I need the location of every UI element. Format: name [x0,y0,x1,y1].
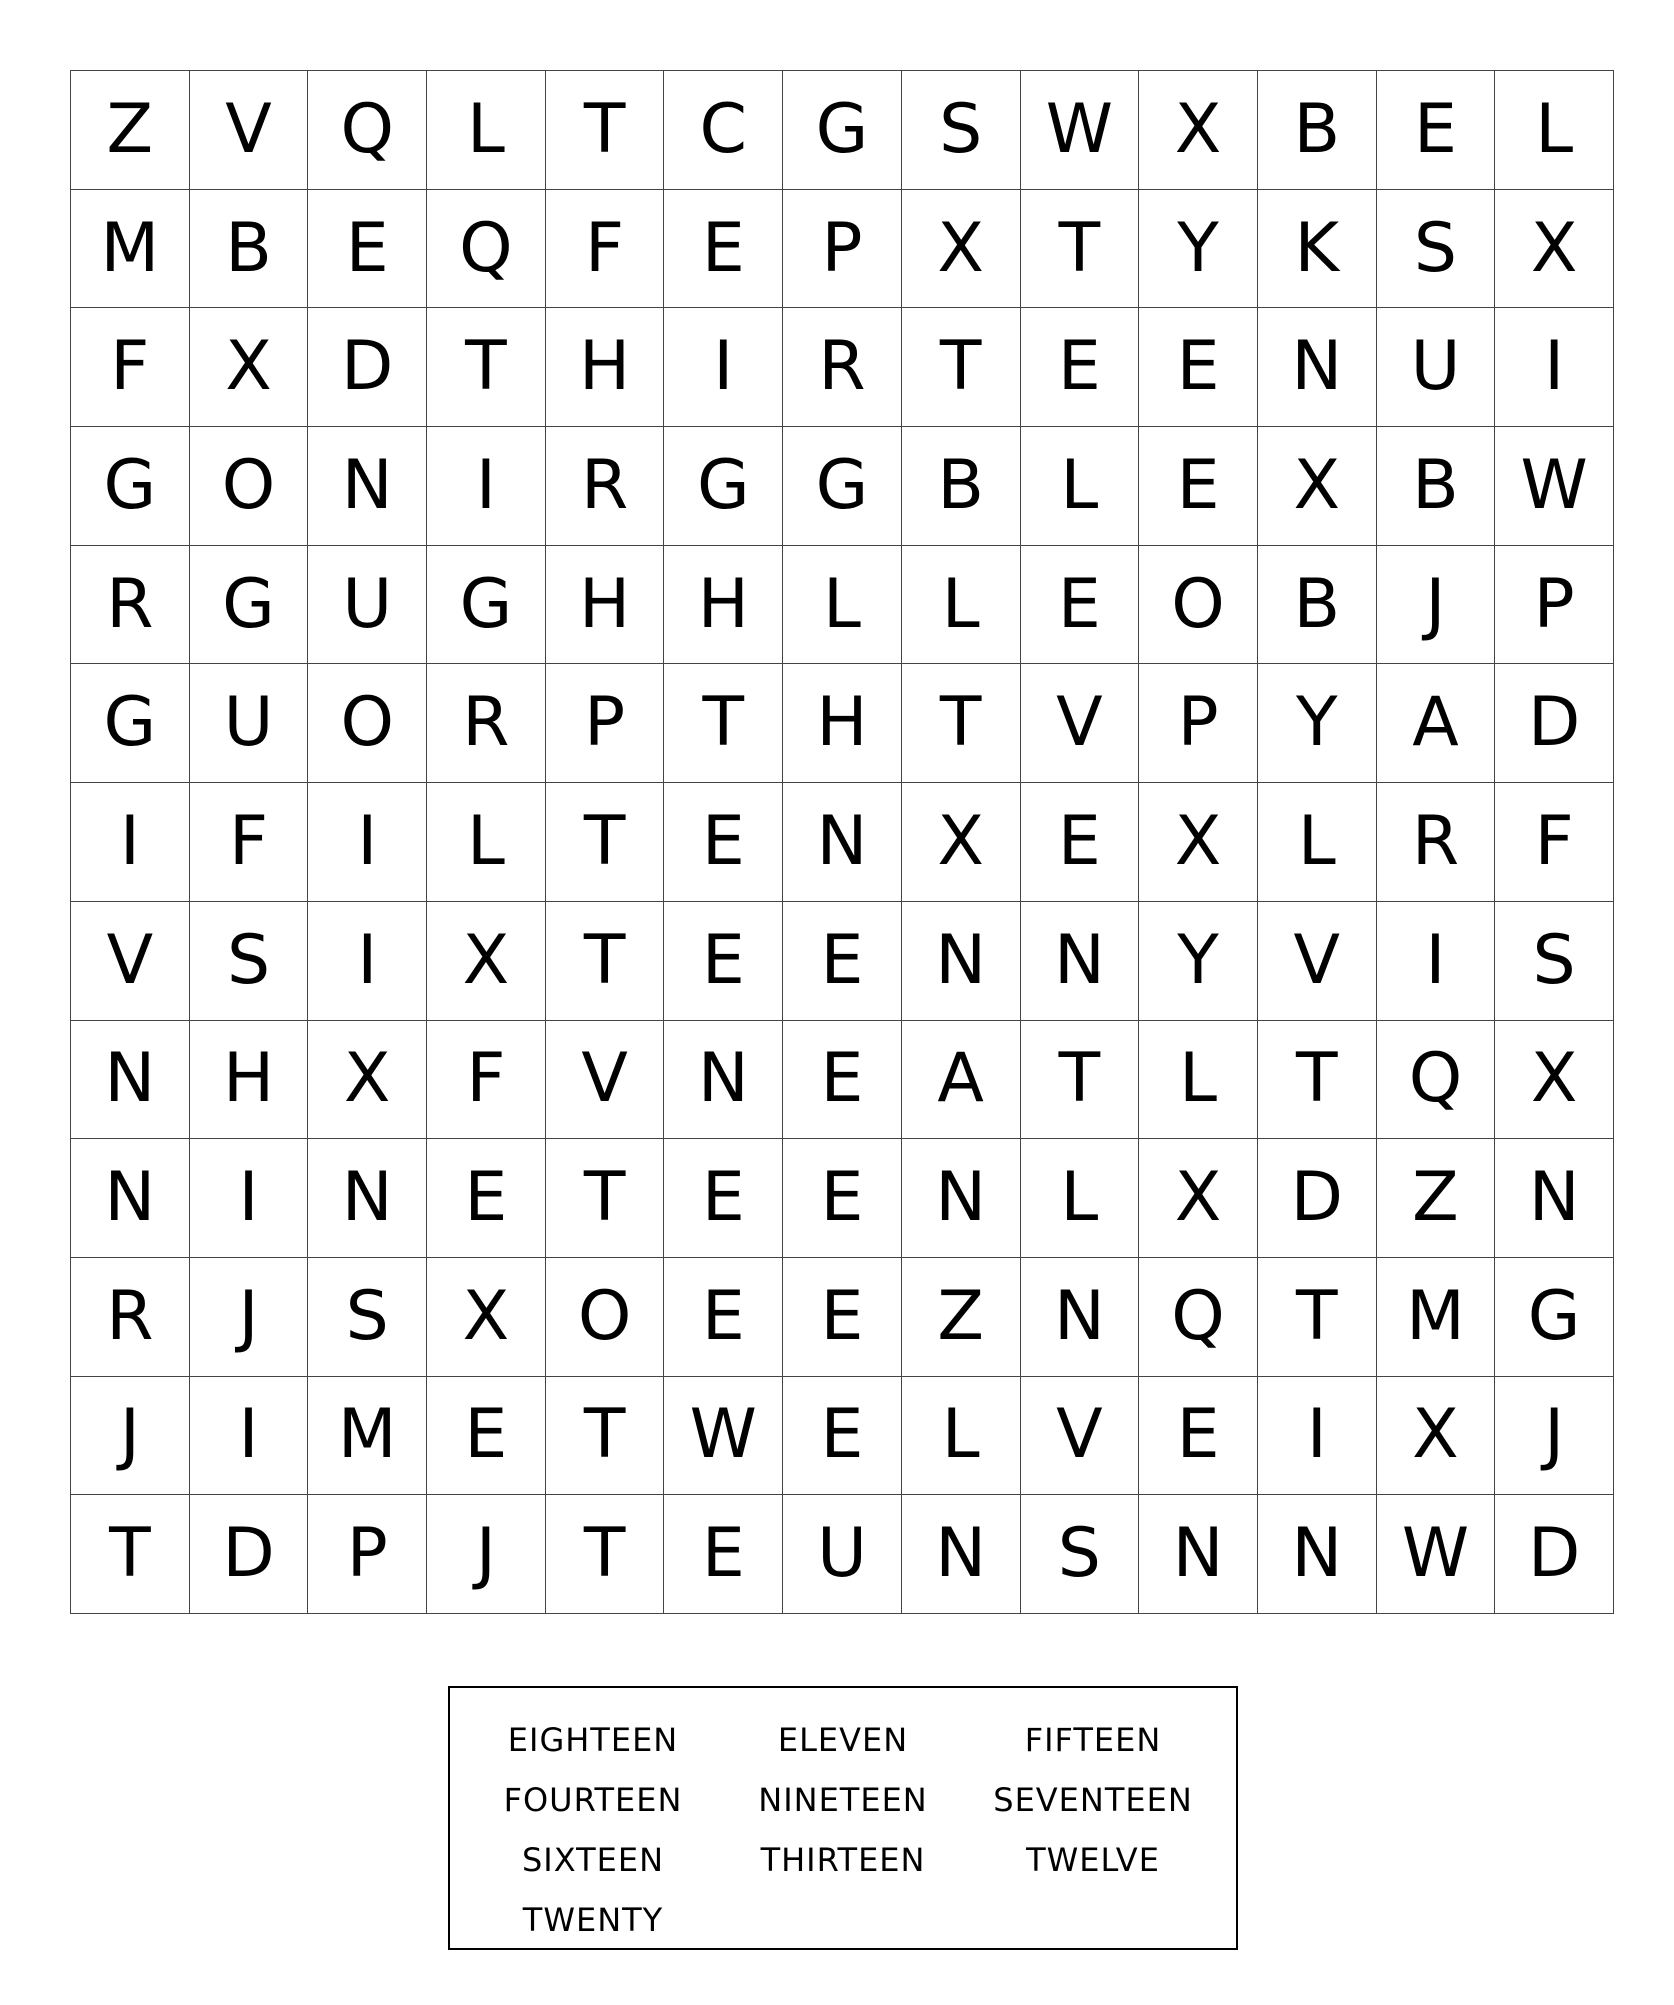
grid-cell[interactable]: L [902,1377,1021,1496]
grid-cell[interactable]: L [427,783,546,902]
grid-cell[interactable]: H [190,1021,309,1140]
grid-cell[interactable]: L [783,546,902,665]
grid-cell[interactable]: D [1495,1495,1614,1614]
grid-cell[interactable]: U [1377,308,1496,427]
grid-cell[interactable]: L [1021,1139,1140,1258]
grid-cell[interactable]: F [427,1021,546,1140]
grid-cell[interactable]: O [546,1258,665,1377]
grid-cell[interactable]: I [190,1377,309,1496]
grid-cell[interactable]: E [783,1021,902,1140]
grid-cell[interactable]: Z [902,1258,1021,1377]
grid-cell[interactable]: N [1139,1495,1258,1614]
grid-cell[interactable]: N [902,902,1021,1021]
grid-cell[interactable]: I [1495,308,1614,427]
grid-cell[interactable]: L [1139,1021,1258,1140]
grid-cell[interactable]: V [1021,664,1140,783]
grid-cell[interactable]: N [308,1139,427,1258]
grid-cell[interactable]: R [546,427,665,546]
grid-cell[interactable]: L [427,71,546,190]
word-list-item: FOURTEEN [503,1781,683,1819]
word-list-item: NINETEEN [758,1781,928,1819]
grid-cell[interactable]: S [1377,190,1496,309]
grid-cell[interactable]: M [308,1377,427,1496]
grid-cell[interactable]: Q [308,71,427,190]
grid-cell[interactable]: I [190,1139,309,1258]
grid-cell[interactable]: N [308,427,427,546]
grid-cell[interactable]: E [308,190,427,309]
grid-cell[interactable]: J [1495,1377,1614,1496]
grid-cell[interactable]: J [1377,546,1496,665]
grid-cell[interactable]: Y [1139,190,1258,309]
grid-cell[interactable]: X [902,190,1021,309]
grid-cell[interactable]: E [427,1139,546,1258]
grid-cell[interactable]: X [1139,71,1258,190]
grid-cell[interactable]: R [783,308,902,427]
grid-cell[interactable]: B [902,427,1021,546]
grid-cell[interactable]: B [1258,71,1377,190]
grid-cell[interactable]: Y [1258,664,1377,783]
grid-cell[interactable]: E [664,1258,783,1377]
grid-cell[interactable]: B [1377,427,1496,546]
grid-cell[interactable]: E [1377,71,1496,190]
grid-cell[interactable]: N [1258,308,1377,427]
grid-cell[interactable]: H [546,546,665,665]
grid-cell[interactable]: H [664,546,783,665]
grid-cell[interactable]: J [71,1377,190,1496]
grid-cell[interactable]: I [71,783,190,902]
grid-cell[interactable]: G [190,546,309,665]
grid-cell[interactable]: O [190,427,309,546]
grid-cell[interactable]: Z [71,71,190,190]
grid-cell[interactable]: G [1495,1258,1614,1377]
grid-cell[interactable]: N [1258,1495,1377,1614]
word-list-item: TWELVE [1026,1841,1160,1879]
grid-cell[interactable]: N [1021,902,1140,1021]
grid-cell[interactable]: X [427,1258,546,1377]
grid-cell[interactable]: P [1495,546,1614,665]
grid-cell[interactable]: D [1258,1139,1377,1258]
grid-cell[interactable]: O [1139,546,1258,665]
grid-cell[interactable]: T [1258,1021,1377,1140]
grid-cell[interactable]: Q [427,190,546,309]
grid-cell[interactable]: U [190,664,309,783]
grid-cell[interactable]: L [1258,783,1377,902]
grid-cell[interactable]: W [1377,1495,1496,1614]
grid-cell[interactable]: D [1495,664,1614,783]
grid-cell[interactable]: X [308,1021,427,1140]
grid-cell[interactable]: T [1021,1021,1140,1140]
word-list-item: THIRTEEN [760,1841,926,1879]
grid-cell[interactable]: X [1139,783,1258,902]
grid-cell[interactable]: C [664,71,783,190]
grid-cell[interactable]: N [1495,1139,1614,1258]
grid-cell[interactable]: A [902,1021,1021,1140]
grid-cell[interactable]: F [1495,783,1614,902]
grid-cell[interactable]: X [1495,190,1614,309]
grid-cell[interactable]: T [71,1495,190,1614]
grid-cell[interactable]: S [1495,902,1614,1021]
word-list-item: SEVENTEEN [993,1781,1193,1819]
grid-cell[interactable]: M [1377,1258,1496,1377]
grid-cell[interactable]: E [664,1139,783,1258]
grid-cell[interactable]: I [308,783,427,902]
grid-cell[interactable]: T [902,664,1021,783]
grid-cell[interactable]: Y [1139,902,1258,1021]
grid-cell[interactable]: T [664,664,783,783]
grid-cell[interactable]: R [1377,783,1496,902]
grid-cell[interactable]: N [783,783,902,902]
grid-cell[interactable]: G [783,427,902,546]
grid-cell[interactable]: S [902,71,1021,190]
grid-cell[interactable]: T [546,902,665,1021]
grid-cell[interactable]: K [1258,190,1377,309]
grid-cell[interactable]: N [1021,1258,1140,1377]
grid-cell[interactable]: G [664,427,783,546]
grid-cell[interactable]: S [308,1258,427,1377]
grid-cell[interactable]: S [190,902,309,1021]
grid-cell[interactable]: W [1495,427,1614,546]
grid-cell[interactable]: E [783,1377,902,1496]
grid-cell[interactable]: G [71,427,190,546]
grid-cell[interactable]: D [308,308,427,427]
word-list-box [448,1686,1238,1950]
grid-cell[interactable]: X [1495,1021,1614,1140]
grid-cell[interactable]: P [308,1495,427,1614]
grid-cell[interactable]: S [1021,1495,1140,1614]
grid-cell[interactable]: B [1258,546,1377,665]
grid-cell[interactable]: V [546,1021,665,1140]
grid-cell[interactable]: E [1021,546,1140,665]
grid-cell[interactable]: R [71,546,190,665]
grid-cell[interactable]: E [664,902,783,1021]
grid-cell[interactable]: H [546,308,665,427]
grid-cell[interactable]: B [190,190,309,309]
grid-cell[interactable]: E [664,783,783,902]
grid-cell[interactable]: X [1139,1139,1258,1258]
grid-cell[interactable]: M [71,190,190,309]
grid-cell[interactable]: X [902,783,1021,902]
grid-cell[interactable]: E [1139,308,1258,427]
word-list-item: EIGHTEEN [507,1721,679,1759]
grid-cell[interactable]: E [783,902,902,1021]
grid-cell[interactable]: J [427,1495,546,1614]
grid-cell[interactable]: D [190,1495,309,1614]
grid-cell[interactable]: F [71,308,190,427]
grid-cell[interactable]: E [664,190,783,309]
grid-cell[interactable]: T [546,783,665,902]
grid-cell[interactable]: N [71,1139,190,1258]
grid-cell[interactable]: L [1495,71,1614,190]
grid-cell[interactable]: Z [1377,1139,1496,1258]
grid-cell[interactable]: X [1258,427,1377,546]
grid-cell[interactable]: N [664,1021,783,1140]
grid-cell[interactable]: I [308,902,427,1021]
grid-cell[interactable]: H [783,664,902,783]
word-list-item: FIFTEEN [1024,1721,1162,1759]
grid-cell[interactable]: T [546,1139,665,1258]
grid-cell[interactable]: E [783,1258,902,1377]
grid-cell[interactable]: X [190,308,309,427]
grid-cell[interactable]: F [546,190,665,309]
grid-cell[interactable]: L [1021,427,1140,546]
grid-cell[interactable]: I [1377,902,1496,1021]
grid-cell[interactable]: E [1139,1377,1258,1496]
grid-cell[interactable]: T [1258,1258,1377,1377]
word-list-item: SIXTEEN [521,1841,665,1879]
grid-cell[interactable]: E [1021,308,1140,427]
grid-cell[interactable]: T [427,308,546,427]
grid-cell[interactable]: E [1021,783,1140,902]
grid-cell[interactable]: N [902,1139,1021,1258]
grid-cell[interactable]: I [427,427,546,546]
grid-cell[interactable]: G [783,71,902,190]
grid-cell[interactable]: L [902,546,1021,665]
grid-cell[interactable]: T [546,1377,665,1496]
grid-cell[interactable]: N [902,1495,1021,1614]
grid-cell[interactable]: V [1021,1377,1140,1496]
grid-cell[interactable]: U [308,546,427,665]
grid-cell[interactable]: W [664,1377,783,1496]
grid-cell[interactable]: E [664,1495,783,1614]
grid-cell[interactable]: T [1021,190,1140,309]
grid-cell[interactable]: J [190,1258,309,1377]
grid-cell[interactable]: T [546,1495,665,1614]
grid-cell[interactable]: E [783,1139,902,1258]
grid-cell[interactable]: V [190,71,309,190]
grid-cell[interactable]: V [71,902,190,1021]
grid-cell[interactable]: I [1258,1377,1377,1496]
grid-cell[interactable]: A [1377,664,1496,783]
grid-cell[interactable]: U [783,1495,902,1614]
grid-cell[interactable]: I [664,308,783,427]
grid-cell[interactable]: R [427,664,546,783]
grid-cell[interactable]: O [308,664,427,783]
grid-cell[interactable]: Q [1377,1021,1496,1140]
letter-grid [70,70,1614,1614]
word-list-item: ELEVEN [777,1721,909,1759]
grid-cell[interactable]: X [1377,1377,1496,1496]
grid-cell[interactable]: V [1258,902,1377,1021]
grid-cell[interactable]: P [546,664,665,783]
grid-cell[interactable]: F [190,783,309,902]
grid-cell[interactable]: X [427,902,546,1021]
grid-cell[interactable]: P [1139,664,1258,783]
grid-cell[interactable]: Q [1139,1258,1258,1377]
grid-cell[interactable]: G [71,664,190,783]
grid-cell[interactable]: W [1021,71,1140,190]
grid-cell[interactable]: T [546,71,665,190]
grid-cell[interactable]: E [427,1377,546,1496]
grid-cell[interactable]: R [71,1258,190,1377]
grid-cell[interactable]: N [71,1021,190,1140]
grid-cell[interactable]: G [427,546,546,665]
grid-cell[interactable]: P [783,190,902,309]
grid-cell[interactable]: E [1139,427,1258,546]
grid-cell[interactable]: T [902,308,1021,427]
word-list-item: TWENTY [522,1901,664,1939]
